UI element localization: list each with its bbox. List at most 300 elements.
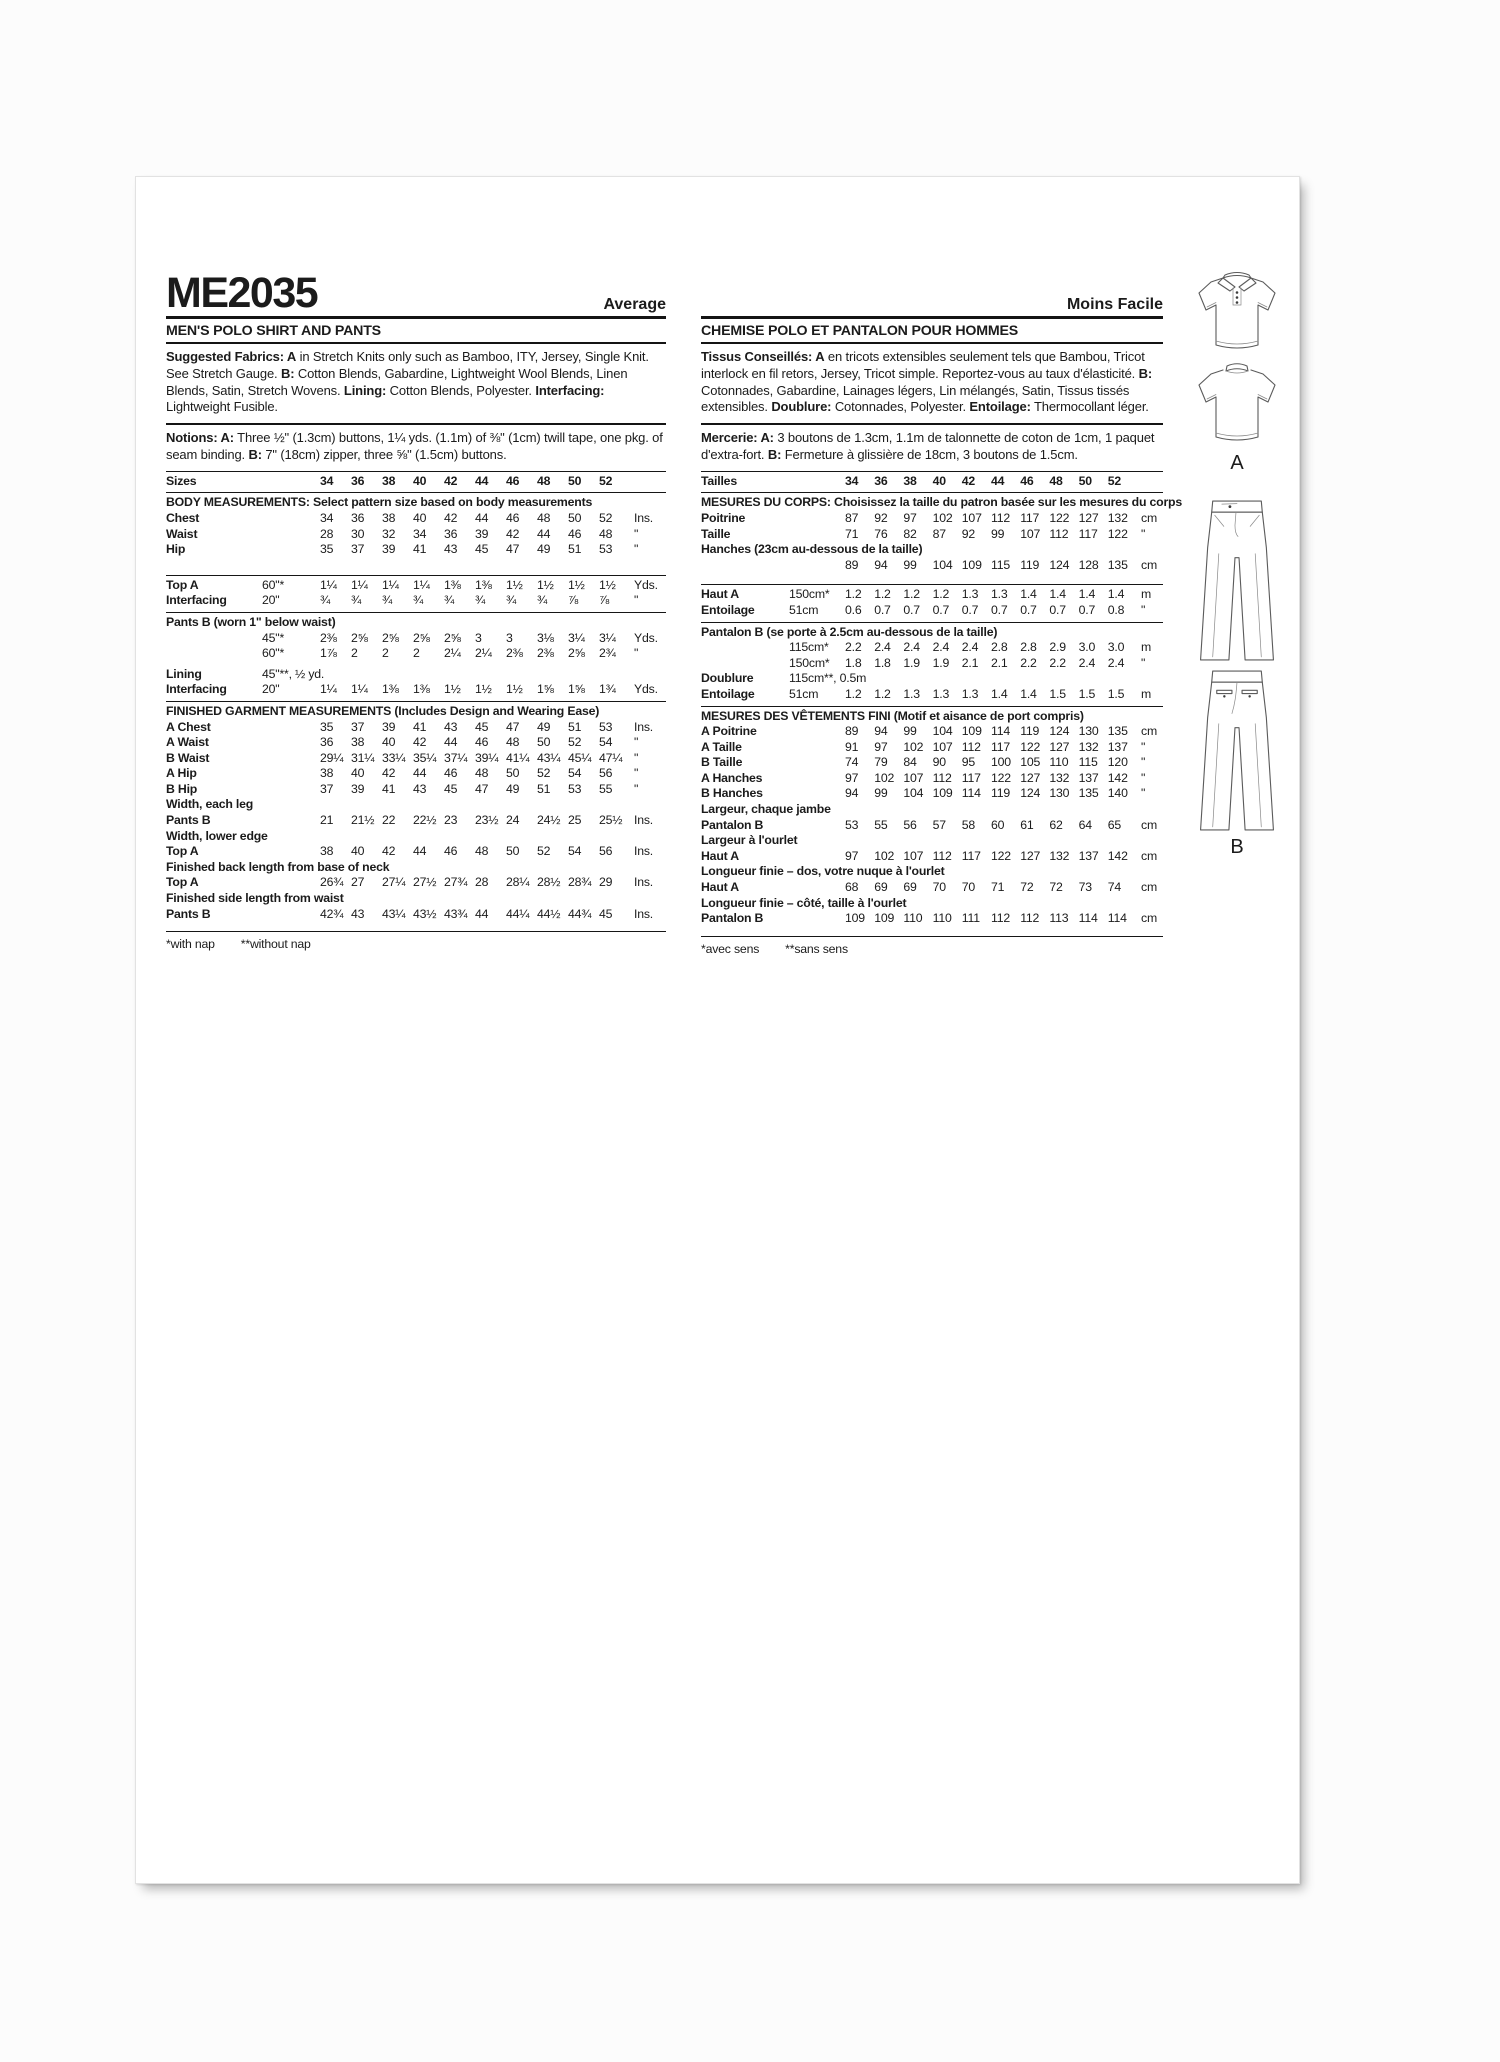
row-unit: m [1141,640,1152,655]
cell-value: 95 [961,755,976,770]
table-rule [166,701,666,702]
cell-value: 53 [599,719,613,734]
row-unit: " [1141,526,1146,541]
cell-value: 87 [845,510,859,525]
cell-value: 43 [413,781,427,796]
table-row [166,542,666,558]
table-row [166,474,666,490]
table-section-header: Finished side length from waist [166,891,344,906]
row-label: Entoilage [701,602,755,617]
cell-value: 40 [932,473,946,488]
row-unit: " [634,781,639,796]
table-row [701,849,1163,865]
cell-value: 109 [874,911,895,926]
cell-value: 28½ [537,875,561,890]
cell-value: 55 [874,817,888,832]
cell-value: 3¼ [599,630,616,645]
cell-value: ¾ [475,593,486,608]
cell-value: 91 [845,739,859,754]
cell-value: 114 [961,786,981,801]
row-unit: Ins. [634,906,654,921]
cell-value: 3 [475,630,482,645]
cell-value: 102 [932,510,953,525]
cell-value: 3¼ [568,630,585,645]
table-section-header: Width, lower edge [166,828,268,843]
cell-value: 112 [991,510,1011,525]
cell-value: 1⅜ [444,577,461,592]
table-row [166,578,666,594]
cell-value: 94 [845,786,859,801]
footnote-avec-sens: *avec sens [701,941,760,956]
table-section-header: Finished back length from base of neck [166,859,390,874]
cell-value: 34 [845,473,859,488]
cell-value: 33¼ [382,750,406,765]
cell-value: 53 [568,781,582,796]
cell-value: 40 [413,510,427,525]
cell-value: 2.4 [1078,655,1096,670]
row-label: B Hip [166,781,198,796]
cell-value: 2.4 [903,640,920,655]
pants-front-illustration [1191,495,1283,665]
divider [166,423,666,425]
text-segment: 7" (18cm) zipper, three ⅝" (1.5cm) buttons. [261,446,507,462]
cell-value: 74 [845,755,859,770]
table-row [166,782,666,798]
cell-value: 44½ [537,906,561,921]
cell-value: 56 [599,766,613,781]
cell-value: 49 [537,719,551,734]
cell-value: 42 [413,735,427,750]
cell-value: 70 [961,880,976,895]
cell-value: 29¼ [320,750,344,765]
text-segment: en tricots extensibles seulement tels que Bambou, Tricot interlock en fil retors, Jersey, Tricot simple. Reportez-vous au taux d'élasticité. [701,349,1145,381]
cell-value: 2¾ [599,646,616,661]
cell-value: 1¼ [320,577,337,592]
cell-value: 44 [475,510,489,525]
cell-value: 0.7 [1049,602,1066,617]
cell-value: 1½ [568,577,585,592]
cell-value: 99 [874,786,888,801]
cell-value: 64 [1078,817,1092,832]
row-unit: " [1141,655,1146,670]
cell-value: 35¼ [413,750,437,765]
cell-value: 119 [991,786,1011,801]
row-unit: cm [1141,724,1157,739]
row-unit: cm [1141,911,1157,926]
cell-value: 2.4 [932,640,950,655]
footnote-english [166,937,666,951]
table-row [701,511,1163,527]
cell-value: 112 [932,770,952,785]
cell-value: 2.1 [961,655,979,670]
text-segment: Tissus Conseillés: A [701,349,825,364]
cell-value: 35 [320,542,334,557]
cell-value: 110 [903,911,923,926]
cell-value: 27¼ [382,875,406,890]
cell-value: 42 [444,510,458,525]
cell-value: 97 [903,510,917,525]
table-row [701,771,1163,787]
row-fabric-width: 60"* [262,646,285,661]
mercerie-paragraph [701,430,1163,464]
text-segment: B: [1138,365,1153,381]
cell-value: 2⅜ [320,630,337,645]
cell-value: 52 [599,510,613,525]
cell-value: 2.8 [1020,640,1037,655]
text-segment: 3 boutons de 1.3cm, 1.1m de talonnette de coton de 1cm, 1 paquet d'extra-fort. [701,430,1155,462]
table-rule [701,706,1163,707]
pants-back-illustration [1191,665,1283,835]
cell-value: 42 [506,526,520,541]
cell-value: 34 [413,526,427,541]
cell-value: 99 [991,526,1005,541]
row-label: Top A [166,875,199,890]
cell-value: 53 [845,817,859,832]
table-row [701,687,1163,703]
cell-value: 42¾ [320,906,344,921]
cell-value: 39 [382,542,396,557]
cell-value: 58 [961,817,976,832]
cell-value: 100 [991,755,1011,770]
cell-value: 28 [475,875,489,890]
cell-value: 1.3 [903,686,920,701]
row-label: Haut A [701,848,739,863]
cell-value: 117 [961,848,981,863]
cell-value: 44¼ [506,906,530,921]
cell-value: 137 [1078,848,1099,863]
cell-value: 1.5 [1049,686,1066,701]
cell-value: ¾ [320,593,331,608]
cell-value: 56 [599,844,613,859]
cell-value: 1¼ [382,577,399,592]
cell-value: 24½ [537,813,561,828]
row-label: A Taille [701,739,742,754]
row-unit: " [634,526,639,541]
cell-value: 107 [1020,526,1041,541]
cell-value: 127 [1020,848,1041,863]
table-row [701,558,1163,574]
cell-value: 39 [382,719,396,734]
cell-value: 110 [932,911,952,926]
row-unit: Ins. [634,510,654,525]
row-label: Tailles [701,473,737,488]
cell-value: 112 [1020,911,1040,926]
measurements-table-french [701,471,1182,937]
cell-value: 1.8 [845,655,862,670]
table-section-header: Width, each leg [166,797,254,812]
row-unit: cm [1141,510,1157,525]
cell-value: 25½ [599,813,623,828]
cell-value: 38 [382,473,396,488]
cell-value: 0.7 [874,602,891,617]
table-section-header: Largeur, chaque jambe [701,802,831,817]
row-unit: Ins. [634,844,654,859]
cell-value: 82 [903,526,917,541]
table-row [701,880,1163,896]
cell-value: 122 [1107,526,1128,541]
cell-value: 32 [382,526,396,541]
footnote-sans-sens: **sans sens [785,941,848,956]
cell-value: 37¼ [444,750,468,765]
cell-value: 112 [1049,526,1069,541]
row-unit: " [1141,770,1146,785]
cell-value: 3.0 [1078,640,1096,655]
cell-value: 104 [903,786,924,801]
cell-value: 45¼ [568,750,592,765]
cell-value: 112 [932,848,952,863]
table-row [701,640,1163,656]
text-segment: Cotonnades, Polyester. [831,399,970,415]
cell-value: 51 [537,781,551,796]
row-unit: " [634,542,639,557]
cell-value: 48 [537,473,551,488]
table-section-header: Longueur finie – côté, taille à l'ourlet [701,895,907,910]
table-row [701,786,1163,802]
cell-value: 114 [1078,911,1098,926]
cell-value: 1.4 [1107,587,1125,602]
cell-value: 57 [932,817,946,832]
cell-value: 22½ [413,813,437,828]
table-rule [701,492,1163,493]
cell-value: 69 [874,880,888,895]
cell-value: 44 [537,526,551,541]
cell-value: 1.4 [1020,686,1037,701]
cell-value: 42 [382,766,396,781]
cell-value: 135 [1107,724,1128,739]
spacer [166,922,666,928]
cell-value: 41 [382,781,396,796]
cell-value: 2.4 [961,640,979,655]
cell-value: 1⅜ [413,682,430,697]
cell-value: 107 [903,848,924,863]
cell-value: 45 [444,781,458,796]
table-rule [166,575,666,576]
row-label: Doublure [701,671,754,686]
cell-value: 127 [1020,770,1041,785]
cell-value: 97 [845,848,859,863]
text-segment: Suggested Fabrics: A [166,349,297,364]
cell-value: 94 [874,724,888,739]
cell-value: 1½ [599,577,616,592]
row-fabric-width: 45"* [262,630,285,645]
cell-value: ¾ [351,593,362,608]
cell-value: 1.4 [1020,587,1037,602]
cell-value: 124 [1020,786,1041,801]
measurements-table-english [166,471,666,932]
cell-value: 65 [1107,817,1122,832]
cell-value: 1.2 [903,587,920,602]
cell-value: 90 [932,755,946,770]
header-row-french [701,267,1163,319]
cell-value: 1.3 [991,587,1008,602]
cell-value: 47¼ [599,750,623,765]
cell-value: 2.4 [1107,655,1125,670]
table-row [701,587,1163,603]
table-row [701,755,1163,771]
table-section-header: Pants B (worn 1" below waist) [166,614,336,629]
row-label: Pants B [166,813,211,828]
cell-value: 51 [568,719,582,734]
row-unit: Yds. [634,577,658,592]
cell-value: 1¾ [599,682,616,697]
cell-value: 1¼ [351,682,368,697]
table-row [166,766,666,782]
footnote-with-nap: *with nap [166,937,215,952]
cell-value: 26¾ [320,875,344,890]
cell-value: 110 [1049,755,1069,770]
garment-title-english: MEN'S POLO SHIRT AND PANTS [166,319,666,344]
cell-value: 130 [1049,786,1070,801]
cell-value: 2.2 [1049,655,1066,670]
cell-value: 2.2 [1020,655,1037,670]
cell-value: 52 [568,735,582,750]
cell-value: 1.2 [874,686,891,701]
table-row [166,813,666,829]
cell-value: 1⅜ [382,682,399,697]
cell-value: 34 [320,510,334,525]
footnote-without-nap: **without nap [240,937,311,952]
cell-value: 1⅜ [475,577,492,592]
cell-value: 43¼ [537,750,561,765]
row-unit: Ins. [634,875,654,890]
polo-back-illustration [1187,359,1287,451]
row-label: Entoilage [701,686,755,701]
cell-value: 89 [845,557,859,572]
cell-value: 54 [568,844,582,859]
cell-value: 60 [991,817,1005,832]
cell-value: 71 [991,880,1005,895]
cell-value: 0.8 [1107,602,1125,617]
cell-value: 1⅝ [568,682,585,697]
row-label: Poitrine [701,510,746,525]
cell-value: 68 [845,880,859,895]
text-segment: B: [767,446,782,462]
text-segment: Cotonnades, Gabardine, Lainages légers, Lin mélangés, Satin, Tissus tissés extensibles. [701,382,1130,415]
table-row [166,631,666,647]
cell-value: 124 [1049,724,1070,739]
cell-value: 115 [991,557,1011,572]
spacer [1178,473,1296,495]
cell-value: 45 [475,719,489,734]
cell-value: 1.4 [1049,587,1066,602]
cell-value: 44 [475,473,489,488]
cell-value: 40 [351,766,365,781]
cell-value: 46 [475,735,489,750]
suggested-fabrics-paragraph [166,349,666,416]
row-unit: cm [1141,557,1157,572]
cell-value: 23 [444,813,458,828]
cell-value: 142 [1107,770,1128,785]
notions-paragraph [166,430,666,464]
cell-value: 38 [320,766,334,781]
cell-value: 1.2 [845,686,862,701]
cell-value: ¾ [506,593,517,608]
cell-value: 0.7 [1078,602,1096,617]
cell-value: 30 [351,526,365,541]
cell-value: 44 [444,735,458,750]
table-row [166,720,666,736]
table-row [166,907,666,923]
row-label: A Hip [166,766,197,781]
row-label: A Chest [166,719,211,734]
row-unit: " [634,735,639,750]
cell-value: 47 [506,542,520,557]
table-rule [166,612,666,613]
row-label: Interfacing [166,593,227,608]
cell-value: 45 [599,906,613,921]
cell-value: 99 [903,724,917,739]
french-column [701,267,1182,956]
cell-value: 47 [475,781,489,796]
cell-value: 52 [537,844,551,859]
cell-value: 47 [506,719,520,734]
cell-value: 49 [506,781,520,796]
row-label: A Waist [166,735,209,750]
cell-value: 119 [1020,557,1040,572]
table-section-header: Longueur finie – dos, votre nuque à l'ourlet [701,864,945,879]
text-segment: Three ½" (1.3cm) buttons, 1¼ yds. (1.1m) of ⅜" (1cm) twill tape, one pkg. of seam binding. [166,430,663,462]
row-fabric-width: 150cm* [789,587,830,602]
cell-value: 132 [1078,739,1099,754]
text-segment: Cotton Blends, Gabardine, Lightweight Wool Blends, Linen Blends, Satin, Stretch Wovens. [166,365,628,398]
cell-value: 1.9 [932,655,950,670]
cell-value: 0.7 [961,602,979,617]
row-fabric-width: 45"**, ½ yd. [262,666,325,681]
text-segment: Fermeture à glissière de 18cm, 3 boutons de 1.5cm. [781,446,1078,462]
cell-value: 46 [444,766,458,781]
cell-value: 24 [506,813,520,828]
cell-value: 39¼ [475,750,499,765]
row-unit: " [1141,786,1146,801]
table-row [166,593,666,609]
row-unit: cm [1141,817,1157,832]
cell-value: 107 [961,510,982,525]
spacer [701,927,1163,933]
cell-value: 46 [506,473,520,488]
cell-value: 2.2 [845,640,862,655]
table-row [701,527,1163,543]
table-row [701,740,1163,756]
row-label: Haut A [701,880,739,895]
table-section-header: Pantalon B (se porte à 2.5cm au-dessous de la taille) [701,624,998,639]
cell-value: 61 [1020,817,1034,832]
cell-value: 2.1 [991,655,1008,670]
cell-value: 1½ [537,577,554,592]
cell-value: 132 [1107,510,1128,525]
cell-value: 1.2 [845,587,862,602]
cell-value: 117 [961,770,981,785]
cell-value: 135 [1078,786,1099,801]
cell-value: ¾ [537,593,548,608]
row-label: B Hanches [701,786,763,801]
cell-value: 48 [1049,473,1063,488]
cell-value: 1½ [444,682,461,697]
table-row [701,671,1163,687]
cell-value: 109 [932,786,953,801]
cell-value: 29 [599,875,613,890]
table-rule [166,931,666,932]
cell-value: 87 [932,526,946,541]
row-label: Pants B [166,906,211,921]
row-label: A Hanches [701,770,763,785]
table-row [701,911,1163,927]
row-unit: Ins. [634,719,654,734]
cell-value: 111 [961,911,980,926]
row-unit: " [1141,602,1146,617]
cell-value: 36 [320,735,334,750]
cell-value: 23½ [475,813,499,828]
cell-value: ¾ [444,593,455,608]
